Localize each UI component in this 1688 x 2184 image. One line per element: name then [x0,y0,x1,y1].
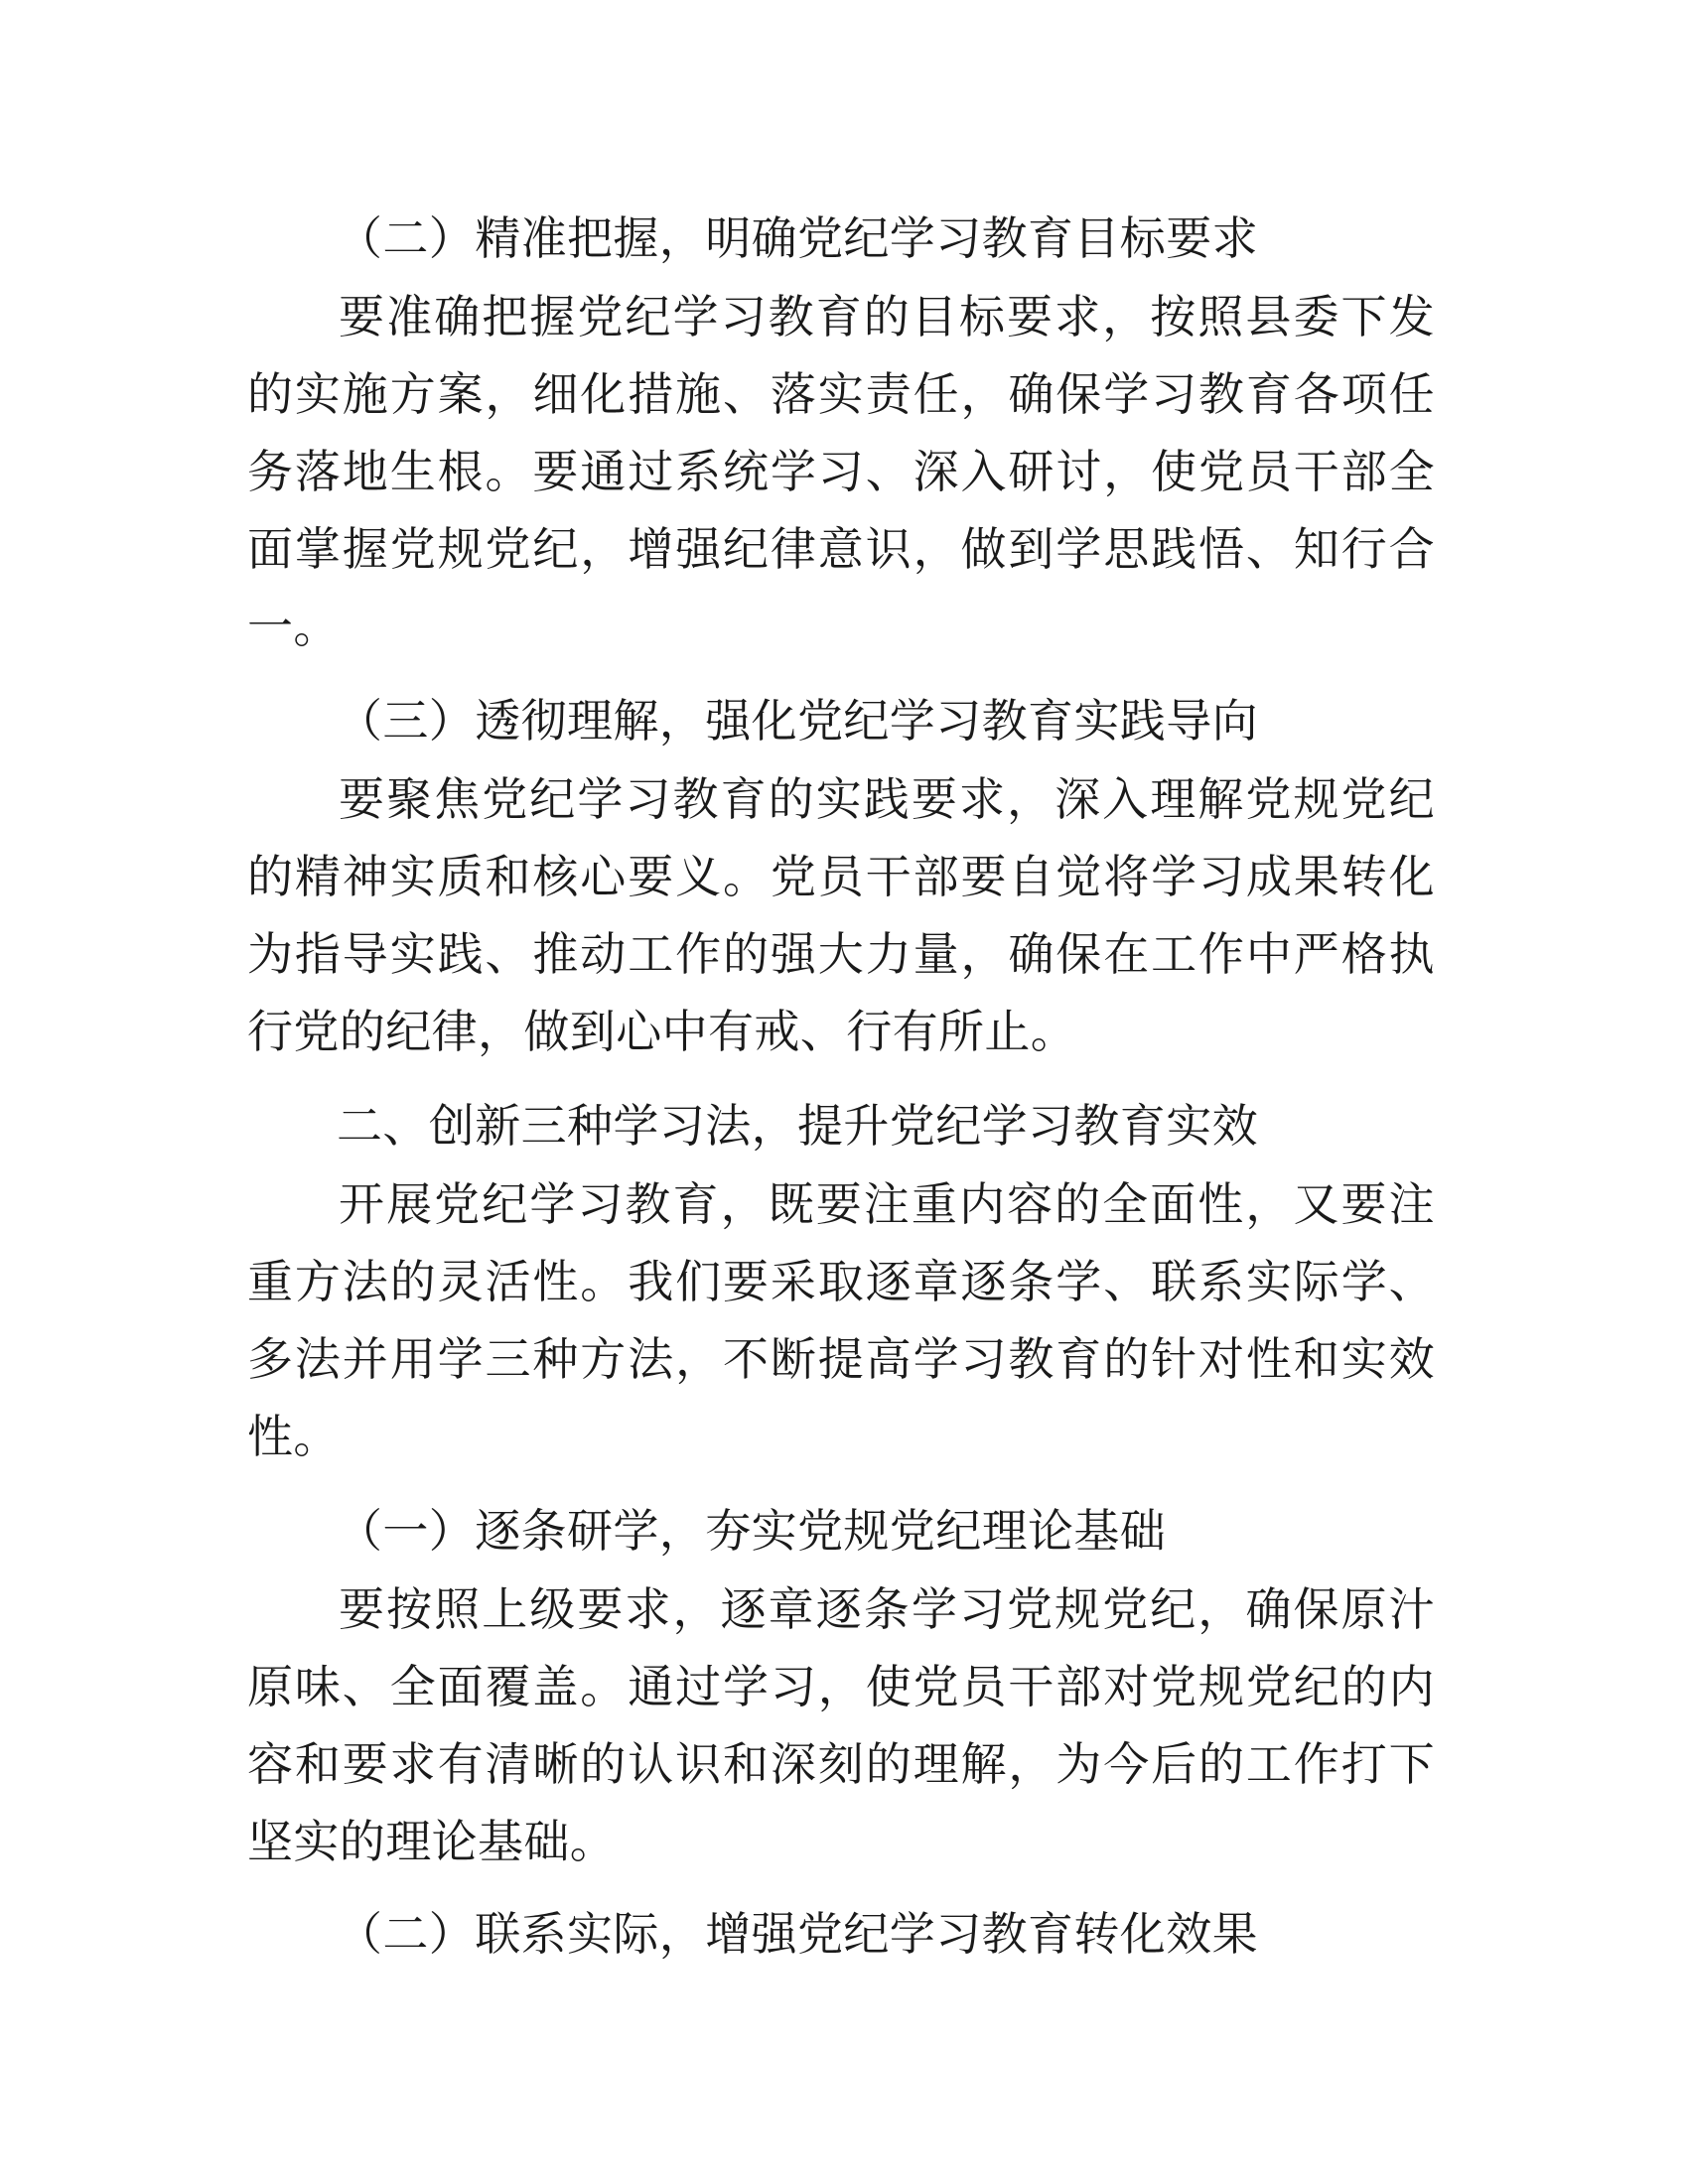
body-paragraph: 开展党纪学习教育，既要注重内容的全面性，又要注重方法的灵活性。我们要采取逐章逐条学、联系实际学、多法并用学三种方法，不断提高学习教育的针对性和实效性。 [247,1177,1435,1463]
section-heading-2-link-to-practice: （二）联系实际，增强党纪学习教育转化效果 [337,1907,1258,1961]
document-body [247,199,1435,1974]
body-paragraph: 要按照上级要求，逐章逐条学习党规党纪，确保原汁原味、全面覆盖。通过学习，使党员干部对党规党纪的内容和要求有清晰的认识和深刻的理解，为今后的工作打下坚实的理论基础。 [247,1582,1435,1868]
body-paragraph: 要聚焦党纪学习教育的实践要求，深入理解党规党纪的精神实质和核心要义。党员干部要自觉将学习成果转化为指导实践、推动工作的强大力量，确保在工作中严格执行党的纪律，做到心中有戒、行有所止。 [247,772,1435,1058]
section-heading-2-precise-grasp: （二）精准把握，明确党纪学习教育目标要求 [337,211,1258,265]
body-paragraph: 要准确把握党纪学习教育的目标要求，按照县委下发的实施方案，细化措施、落实责任，确保学习教育各项任务落地生根。要通过系统学习、深入研讨，使党员干部全面掌握党规党纪，增强纪律意识，做到学思践悟、知行合一。 [247,290,1435,653]
section-heading-1-study-article-by-article: （一）逐条研学，夯实党规党纪理论基础 [337,1504,1167,1558]
chapter-heading-two-three-methods: 二、创新三种学习法，提升党纪学习教育实效 [337,1099,1258,1153]
section-heading-3-thorough-understanding: （三）透彻理解，强化党纪学习教育实践导向 [337,694,1258,748]
